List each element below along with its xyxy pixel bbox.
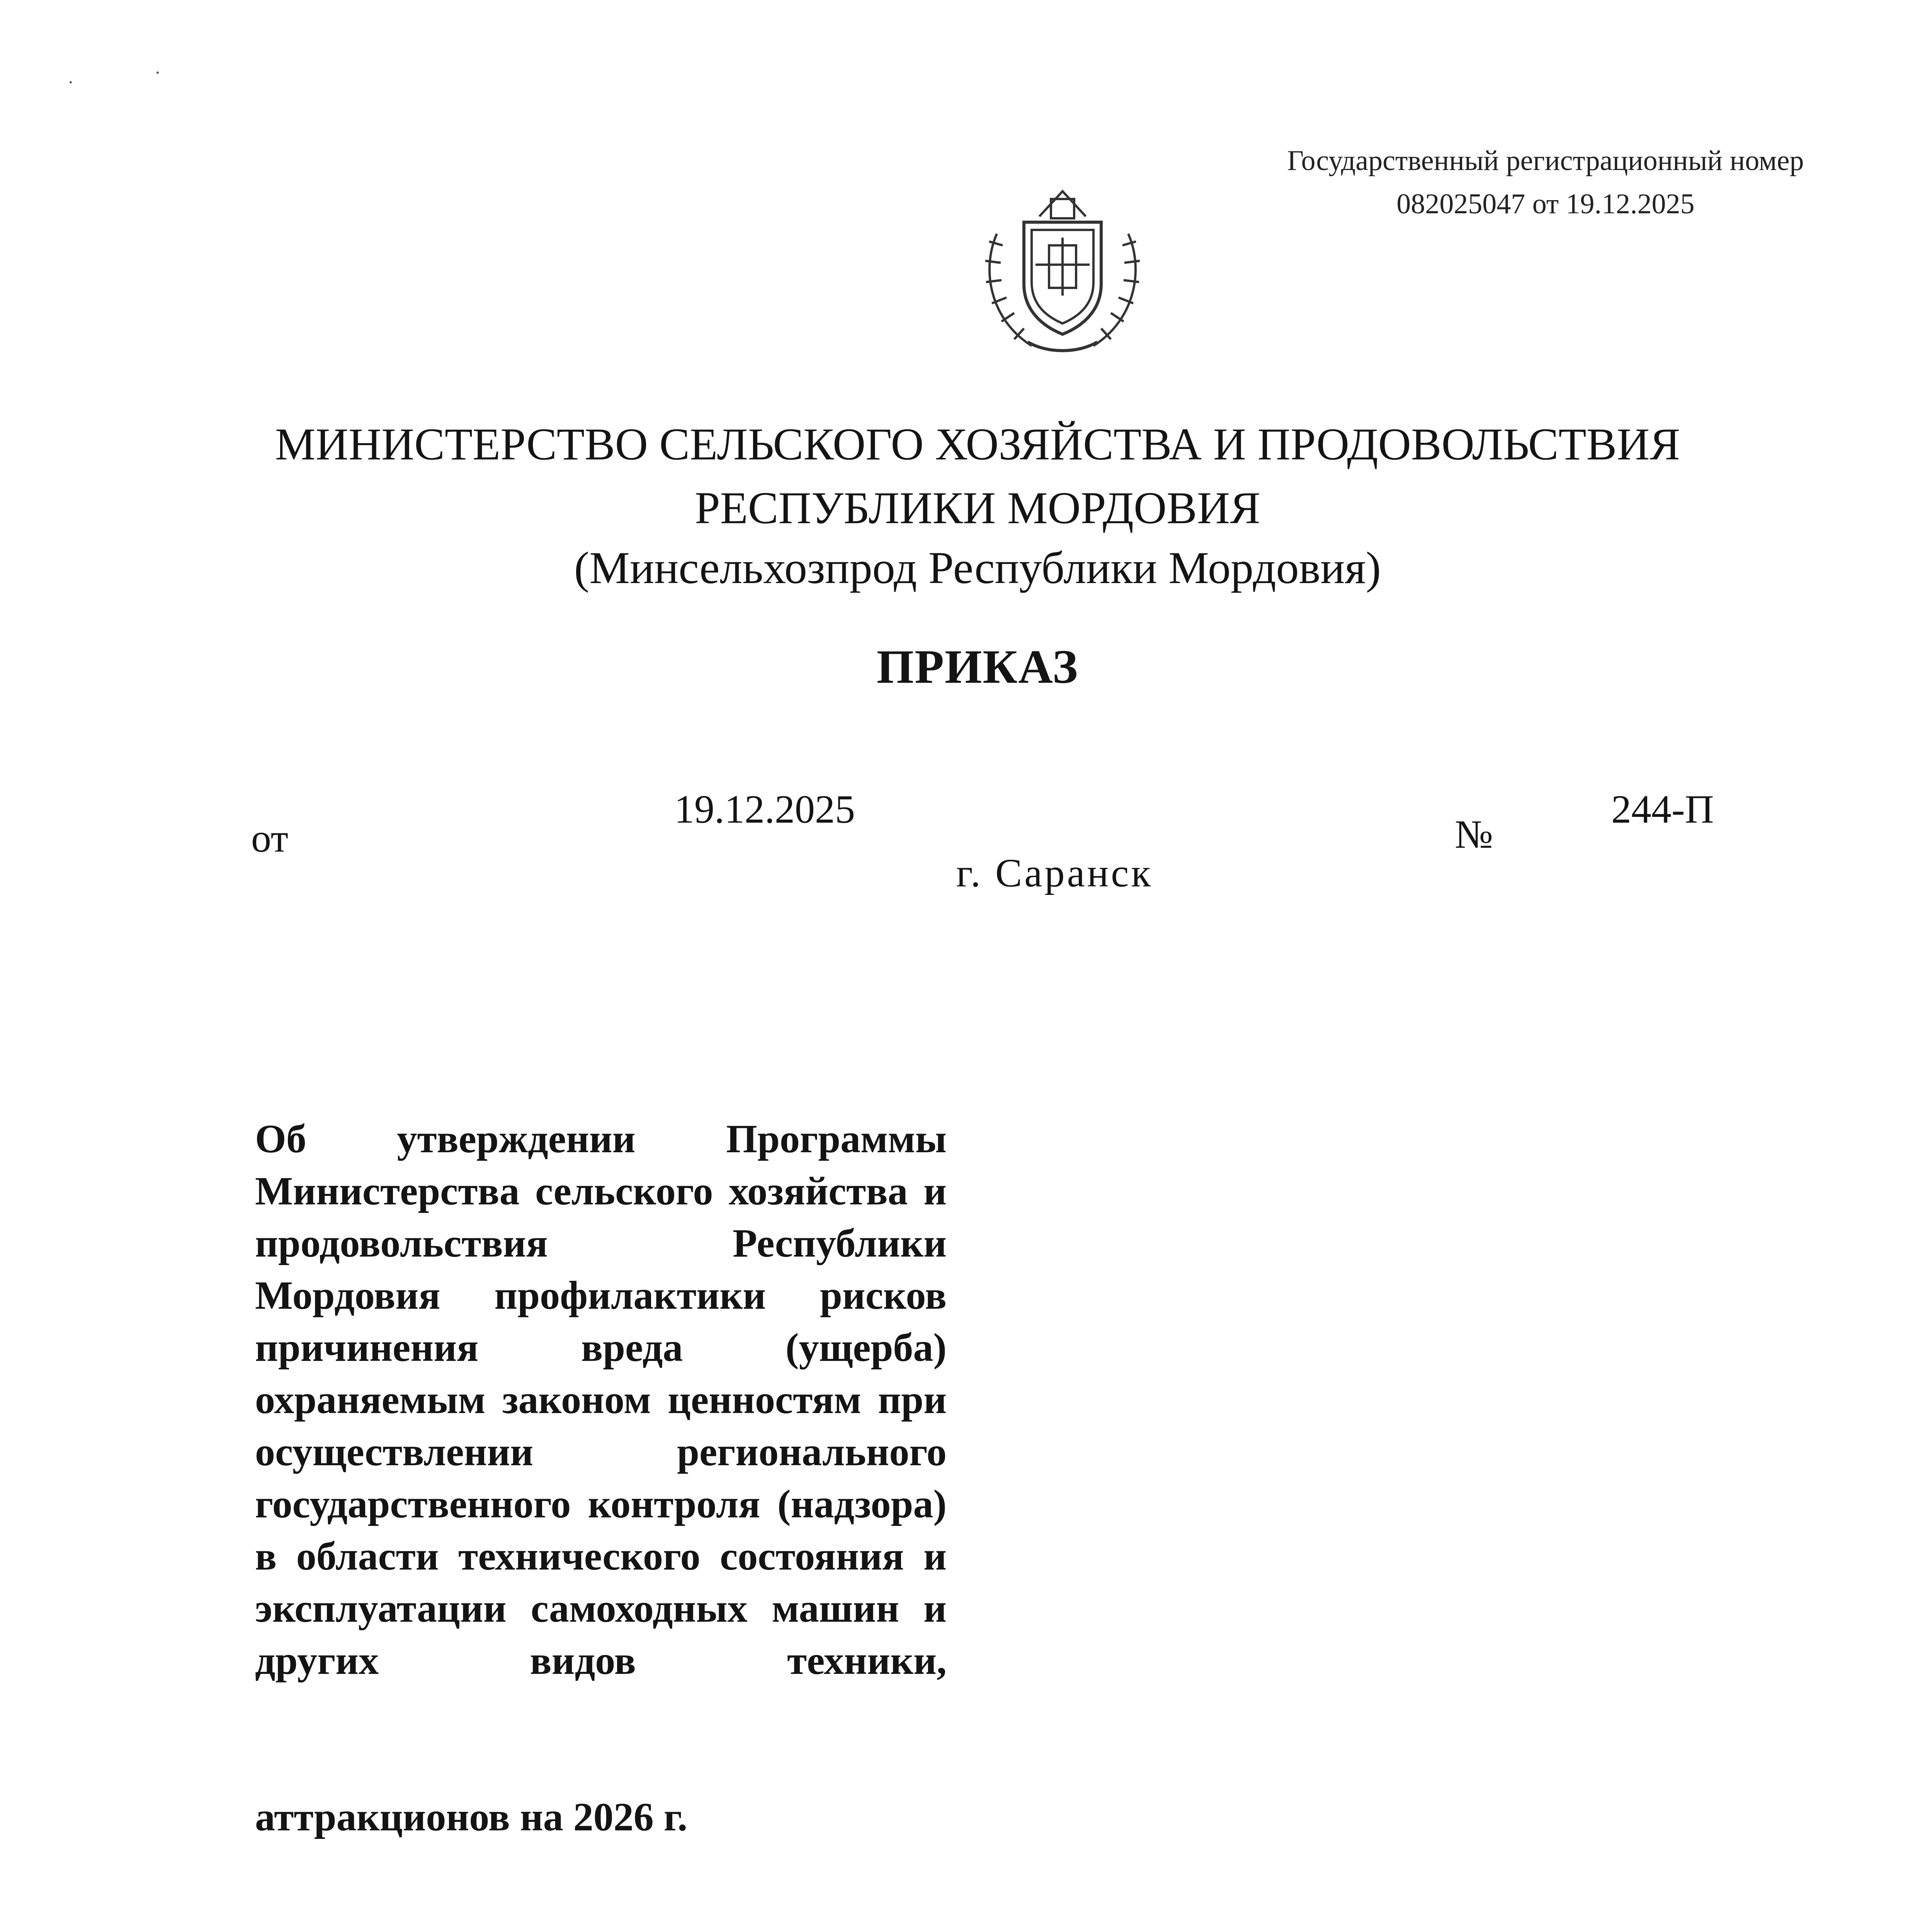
order-subject-last-line: аттракционов на 2026 г.	[255, 1795, 688, 1839]
order-number: 244-П	[1611, 787, 1714, 832]
ministry-short-name: (Минсельхозпрод Республики Мордовия)	[574, 543, 1381, 593]
registration-line-2: 082025047 от 19.12.2025	[1396, 188, 1695, 220]
order-subject: Об утверждении Программы Министерства сельского хозяйства и продовольствия Республики Мордовия профилактики рисков причинения вреда (ущерба) охраняемым законом ценностям при осуществлении регионального государственного контроля (надзора) в области технического состояния и эксплуатации самоходных машин и других видов техники,	[255, 1117, 947, 1683]
number-sign: №	[1455, 812, 1493, 857]
document-title: ПРИКАЗ	[876, 640, 1079, 693]
scan-speck	[156, 71, 159, 74]
scan-speck	[70, 81, 72, 83]
registration-line-1: Государственный регистрационный номер	[1287, 145, 1804, 177]
city: г. Саранск	[956, 851, 1153, 895]
date-prefix: от	[251, 816, 289, 861]
order-date: 19.12.2025	[674, 787, 855, 832]
ministry-name-line-1: МИНИСТЕРСТВО СЕЛЬСКОГО ХОЗЯЙСТВА И ПРОДОВОЛЬСТВИЯ	[275, 419, 1680, 469]
ministry-name-line-2: РЕСПУБЛИКИ МОРДОВИЯ	[695, 483, 1260, 533]
coat-of-arms-icon	[974, 180, 1151, 361]
registration-stamp	[1229, 139, 1862, 226]
